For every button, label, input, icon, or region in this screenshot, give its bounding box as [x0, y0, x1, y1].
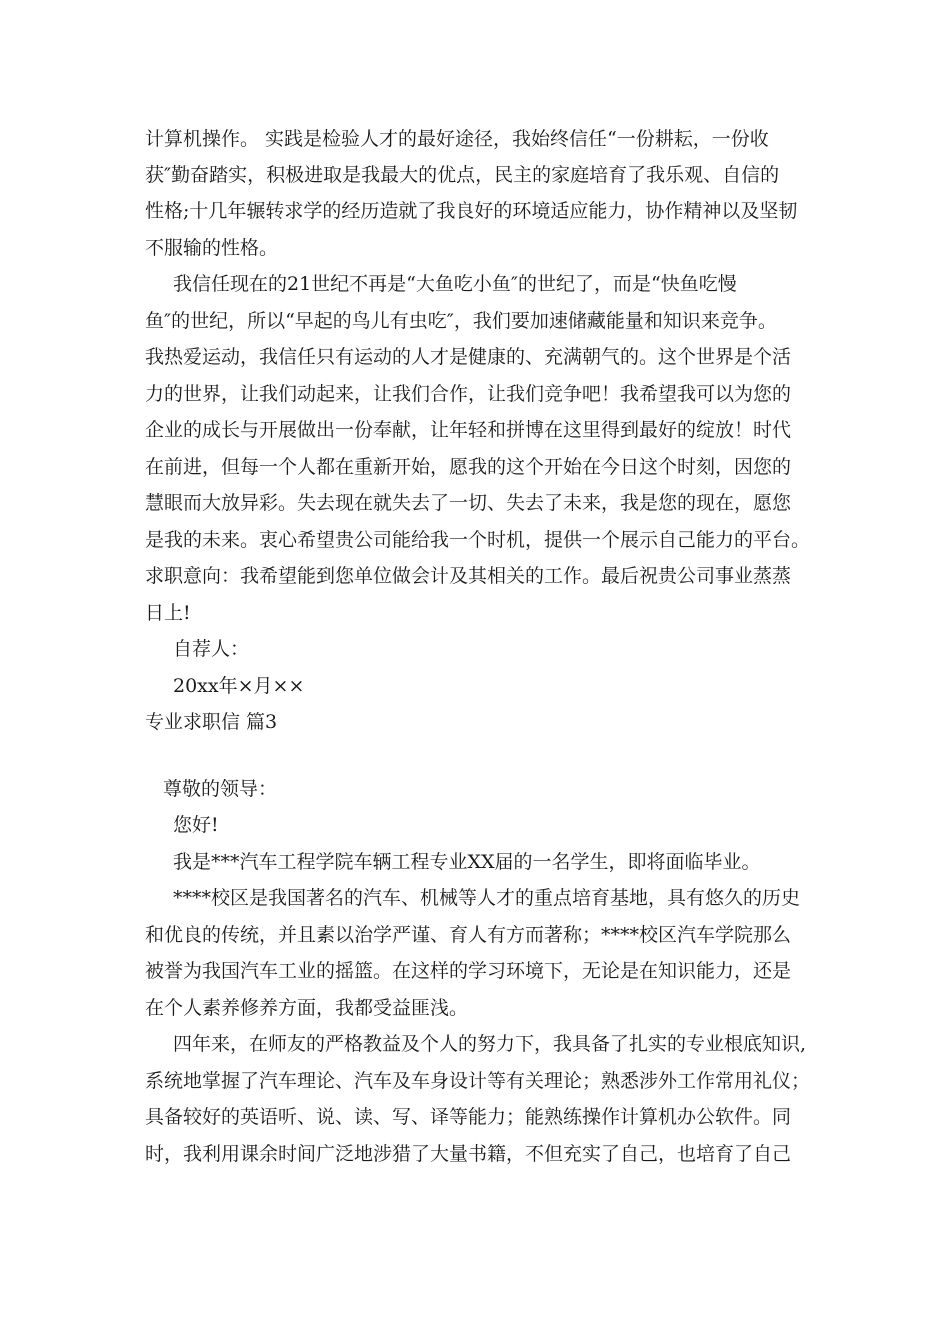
- salutation: 尊敬的领导：: [163, 778, 278, 800]
- paragraph-line: 是我的未来。衷心希望贵公司能给我一个时机，提供一个展示自己能力的平台。: [145, 529, 811, 551]
- paragraph-line: 性格;十几年辗转求学的经历造就了我良好的环境适应能力，协作精神以及坚韧: [145, 200, 798, 222]
- letter-date: 20xx年×月××: [173, 675, 305, 697]
- section-title: 专业求职信 篇3: [145, 711, 278, 733]
- paragraph-line: 具备较好的英语听、说、读、写、译等能力；能熟练操作计算机办公软件。同: [145, 1106, 792, 1128]
- paragraph-line: 和优良的传统，并且素以治学严谨、育人有方而著称；****校区汽车学院那么: [145, 924, 792, 946]
- signer-label: 自荐人：: [173, 638, 250, 660]
- paragraph-line: 力的世界，让我们动起来，让我们合作，让我们竞争吧！我希望我可以为您的: [145, 383, 792, 405]
- paragraph-line: 时，我利用课余时间广泛地涉猎了大量书籍，不但充实了自己，也培育了自己: [145, 1143, 792, 1165]
- paragraph-line: 慧眼而大放异彩。失去现在就失去了一切、失去了未来，我是您的现在，愿您: [145, 492, 792, 514]
- paragraph-line: 被誉为我国汽车工业的摇篮。在这样的学习环境下，无论是在知识能力，还是: [145, 960, 792, 982]
- paragraph-line: 系统地掌握了汽车理论、汽车及车身设计等有关理论；熟悉涉外工作常用礼仪；: [145, 1070, 811, 1092]
- paragraph-line: 企业的成长与开展做出一份奉献，让年轻和拼博在这里得到最好的绽放！时代: [145, 419, 792, 441]
- paragraph-line: 鱼″的世纪，所以“早起的鸟儿有虫吃″，我们要加速储藏能量和知识来竞争。: [145, 310, 777, 332]
- paragraph-line: 日上!: [145, 602, 191, 624]
- paragraph-line: 在前进，但每一个人都在重新开始，愿我的这个开始在今日这个时刻，因您的: [145, 456, 792, 478]
- paragraph-line: 计算机操作。 实践是检验人才的最好途径，我始终信任“一份耕耘，一份收: [145, 128, 769, 150]
- paragraph-line: 我热爱运动，我信任只有运动的人才是健康的、充满朝气的。这个世界是个活: [145, 346, 792, 368]
- paragraph-line: 我信任现在的21世纪不再是“大鱼吃小鱼″的世纪了，而是“快鱼吃慢: [173, 273, 737, 295]
- paragraph-line: 我是***汽车工程学院车辆工程专业XX届的一名学生，即将面临毕业。: [173, 851, 761, 873]
- paragraph-line: 求职意向：我希望能到您单位做会计及其相关的工作。最后祝贵公司事业蒸蒸: [145, 565, 792, 587]
- paragraph-line: 在个人素养修养方面，我都受益匪浅。: [145, 997, 469, 1019]
- paragraph-line: 不服输的性格。: [145, 237, 279, 259]
- paragraph-line: ****校区是我国著名的汽车、机械等人才的重点培育基地，具有悠久的历史: [173, 887, 801, 909]
- paragraph-line: 四年来，在师友的严格教益及个人的努力下，我具备了扎实的专业根底知识,: [173, 1033, 807, 1055]
- greeting-line: 您好!: [173, 814, 219, 836]
- paragraph-line: 获″勤奋踏实，积极进取是我最大的优点，民主的家庭培育了我乐观、自信的: [145, 164, 780, 186]
